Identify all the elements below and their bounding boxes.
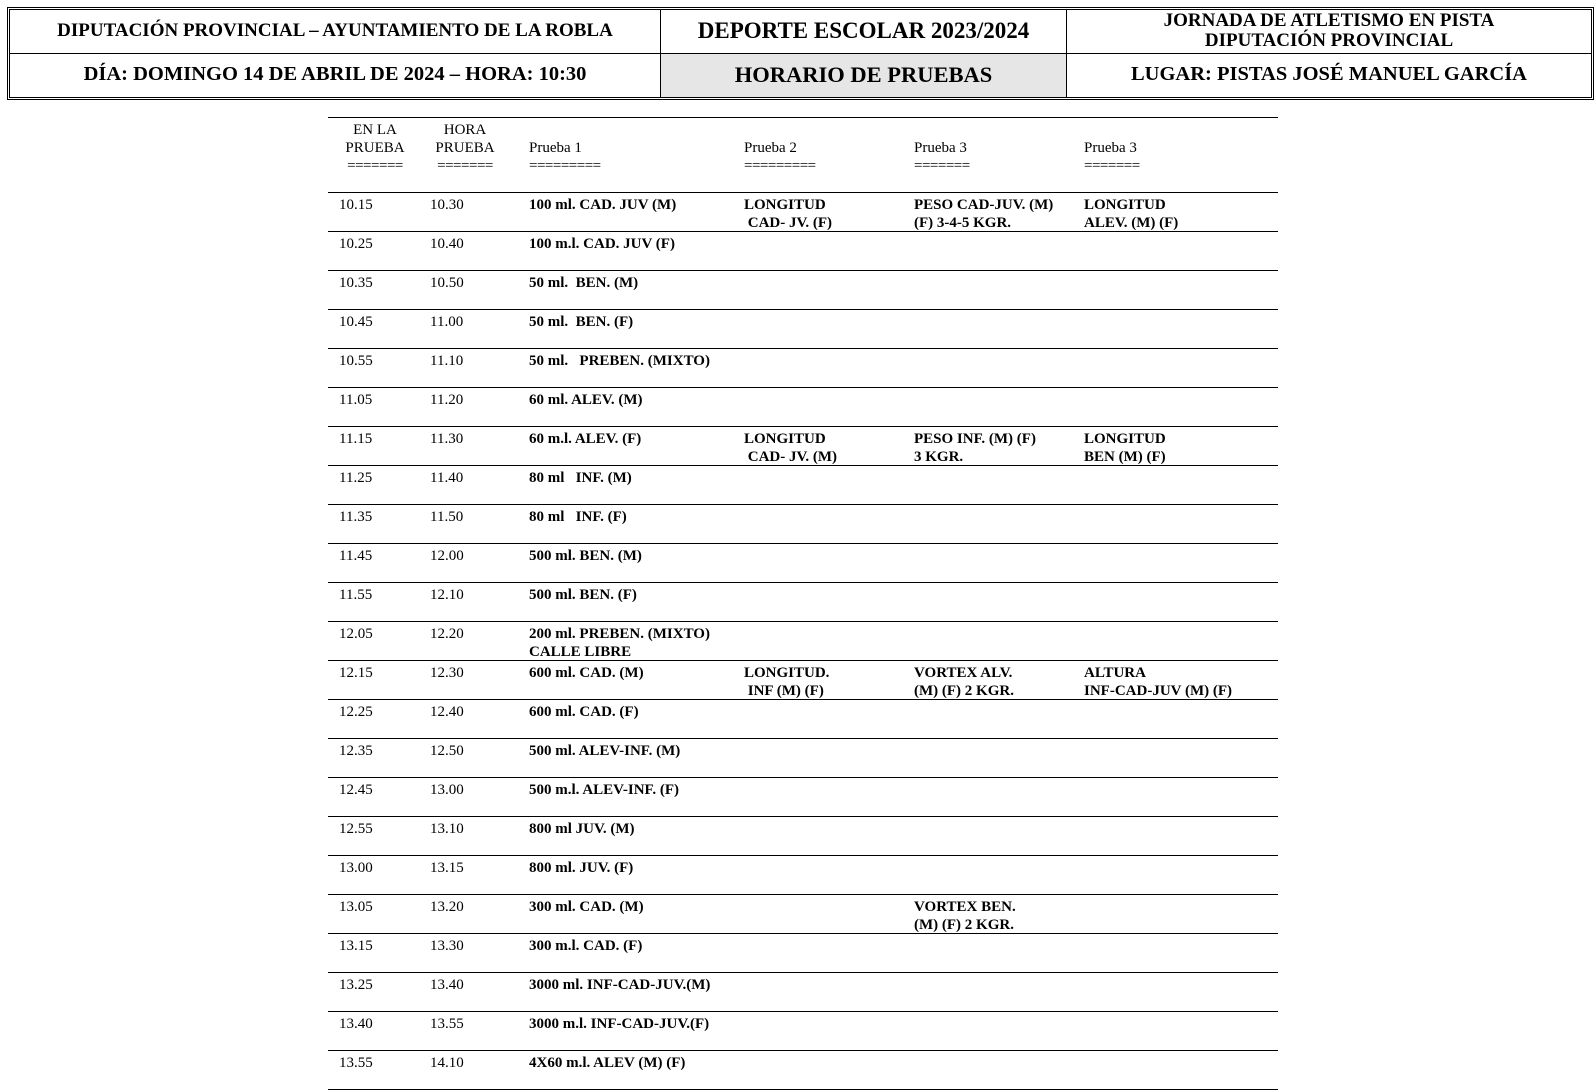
event-time-cell: 10.30	[430, 197, 464, 213]
event-name	[1067, 10, 1591, 54]
event-time-cell: 11.00	[430, 314, 464, 330]
start-time-cell: 12.25	[339, 704, 373, 720]
column-header-line: PRUEBA	[435, 140, 495, 156]
column-header-line: Prueba 2	[744, 140, 797, 156]
event-time-cell: 12.00	[430, 548, 464, 564]
prueba-1-cell: 80 ml INF. (F)	[529, 509, 627, 525]
column-header-line: Prueba 3	[914, 140, 967, 156]
event-time-cell: 14.10	[430, 1055, 464, 1071]
event-time-cell: 13.10	[430, 821, 464, 837]
event-time-cell: 12.30	[430, 665, 464, 681]
prueba-1-cell: 3000 ml. INF-CAD-JUV.(M)	[529, 977, 711, 993]
prueba-1-cell: 50 ml. PREBEN. (MIXTO)	[529, 353, 710, 369]
table-row	[328, 543, 1278, 582]
start-time-cell: 13.15	[339, 938, 373, 954]
table-row	[328, 699, 1278, 738]
prueba-3-cell: PESO INF. (M) (F) 3 KGR.	[914, 431, 1036, 465]
column-header-hora-prueba	[431, 121, 499, 175]
prueba-1-cell: 500 ml. BEN. (M)	[529, 548, 642, 564]
prueba-1-cell: 3000 m.l. INF-CAD-JUV.(F)	[529, 1016, 710, 1032]
column-header-underline: =======	[347, 158, 403, 174]
start-time-cell: 11.25	[339, 470, 373, 486]
prueba-1-cell: 300 m.l. CAD. (F)	[529, 938, 643, 954]
event-time-cell: 13.55	[430, 1016, 464, 1032]
prueba-3b-cell: LONGITUD ALEV. (M) (F)	[1084, 197, 1179, 231]
start-time-cell: 10.55	[339, 353, 373, 369]
prueba-1-cell: 100 m.l. CAD. JUV (F)	[529, 236, 675, 252]
column-header-prueba-3b	[1084, 139, 1140, 175]
table-row	[328, 1050, 1278, 1089]
event-time-cell: 13.20	[430, 899, 464, 915]
event-time-cell: 10.50	[430, 275, 464, 291]
prueba-1-cell: 800 ml JUV. (M)	[529, 821, 635, 837]
table-row	[328, 504, 1278, 543]
table-row	[328, 855, 1278, 894]
event-time-cell: 12.20	[430, 626, 464, 642]
table-row	[328, 1011, 1278, 1050]
event-time-cell: 11.40	[430, 470, 464, 486]
prueba-3b-cell: LONGITUD BEN (M) (F)	[1084, 431, 1166, 465]
table-body	[328, 192, 1278, 1089]
event-time-cell: 12.50	[430, 743, 464, 759]
table-row	[328, 738, 1278, 777]
start-time-cell: 12.35	[339, 743, 373, 759]
column-header-underline: =======	[1084, 158, 1140, 174]
column-header-prueba-2	[744, 139, 816, 175]
start-time-cell: 10.15	[339, 197, 373, 213]
prueba-3b-cell: ALTURA INF-CAD-JUV (M) (F)	[1084, 665, 1233, 699]
prueba-1-cell: 200 ml. PREBEN. (MIXTO) CALLE LIBRE	[529, 626, 710, 660]
prueba-1-cell: 80 ml INF. (M)	[529, 470, 632, 486]
table-row	[328, 582, 1278, 621]
event-time-cell: 11.30	[430, 431, 464, 447]
event-time-cell: 11.50	[430, 509, 464, 525]
start-time-cell: 10.35	[339, 275, 373, 291]
start-time-cell: 12.05	[339, 626, 373, 642]
table-header	[328, 118, 1278, 192]
table-row	[328, 387, 1278, 426]
table-row	[328, 426, 1278, 465]
column-header-line: Prueba 1	[529, 140, 582, 156]
table-row	[328, 231, 1278, 270]
prueba-2-cell: LONGITUD CAD- JV. (F)	[744, 197, 833, 231]
event-time-cell: 12.40	[430, 704, 464, 720]
start-time-cell: 11.05	[339, 392, 373, 408]
start-time-cell: 11.15	[339, 431, 373, 447]
start-time-cell: 12.15	[339, 665, 373, 681]
prueba-3-cell: VORTEX ALV. (M) (F) 2 KGR.	[914, 665, 1014, 699]
prueba-1-cell: 60 ml. ALEV. (M)	[529, 392, 643, 408]
prueba-2-cell: LONGITUD CAD- JV. (M)	[744, 431, 838, 465]
column-header-underline: =======	[437, 158, 493, 174]
event-time-cell: 13.40	[430, 977, 464, 993]
event-time-cell: 13.30	[430, 938, 464, 954]
start-time-cell: 12.55	[339, 821, 373, 837]
column-header-underline: =======	[914, 158, 970, 174]
page-title: HORARIO DE PRUEBAS	[661, 54, 1067, 98]
event-time-cell: 13.15	[430, 860, 464, 876]
prueba-1-cell: 50 ml. BEN. (F)	[529, 314, 634, 330]
start-time-cell: 10.25	[339, 236, 373, 252]
table-row	[328, 465, 1278, 504]
table-row	[328, 192, 1278, 231]
document-header	[7, 7, 1594, 100]
start-time-cell: 13.05	[339, 899, 373, 915]
prueba-1-cell: 500 ml. BEN. (F)	[529, 587, 637, 603]
start-time-cell: 13.00	[339, 860, 373, 876]
column-header-en-la-prueba	[339, 121, 411, 175]
organizer: DIPUTACIÓN PROVINCIAL – AYUNTAMIENTO DE LA ROBLA	[10, 10, 661, 54]
column-header-line: HORA	[443, 122, 487, 138]
column-header-prueba-3	[914, 139, 970, 175]
table-row	[328, 816, 1278, 855]
column-header-line: EN LA	[353, 122, 397, 138]
season-title: DEPORTE ESCOLAR 2023/2024	[661, 10, 1067, 54]
prueba-1-cell: 800 ml. JUV. (F)	[529, 860, 634, 876]
prueba-1-cell: 600 ml. CAD. (M)	[529, 665, 644, 681]
column-header-line: Prueba 3	[1084, 140, 1137, 156]
table-row	[328, 933, 1278, 972]
prueba-2-cell: LONGITUD. INF (M) (F)	[744, 665, 830, 699]
event-time-cell: 11.20	[430, 392, 464, 408]
table-row	[328, 270, 1278, 309]
column-header-underline: =========	[529, 158, 601, 174]
event-name-line1: JORNADA DE ATLETISMO EN PISTA	[1163, 10, 1495, 32]
schedule-table	[328, 117, 1278, 1090]
prueba-1-cell: 600 ml. CAD. (F)	[529, 704, 639, 720]
column-header-line: PRUEBA	[345, 140, 405, 156]
prueba-3-cell: VORTEX BEN. (M) (F) 2 KGR.	[914, 899, 1016, 933]
column-header-underline: =========	[744, 158, 816, 174]
event-time-cell: 10.40	[430, 236, 464, 252]
start-time-cell: 10.45	[339, 314, 373, 330]
start-time-cell: 11.35	[339, 509, 373, 525]
event-name-line2: DIPUTACIÓN PROVINCIAL	[1204, 30, 1454, 52]
start-time-cell: 13.55	[339, 1055, 373, 1071]
table-row	[328, 777, 1278, 816]
prueba-1-cell: 4X60 m.l. ALEV (M) (F)	[529, 1055, 686, 1071]
table-row	[328, 972, 1278, 1011]
prueba-1-cell: 50 ml. BEN. (M)	[529, 275, 639, 291]
event-time-cell: 11.10	[430, 353, 464, 369]
prueba-1-cell: 60 m.l. ALEV. (F)	[529, 431, 642, 447]
table-row	[328, 660, 1278, 699]
start-time-cell: 11.55	[339, 587, 373, 603]
prueba-1-cell: 100 ml. CAD. JUV (M)	[529, 197, 677, 213]
start-time-cell: 13.25	[339, 977, 373, 993]
prueba-1-cell: 500 ml. ALEV-INF. (M)	[529, 743, 681, 759]
table-row	[328, 621, 1278, 660]
event-time-cell: 13.00	[430, 782, 464, 798]
start-time-cell: 11.45	[339, 548, 373, 564]
table-row	[328, 309, 1278, 348]
table-row	[328, 348, 1278, 387]
start-time-cell: 12.45	[339, 782, 373, 798]
table-row	[328, 894, 1278, 933]
event-place: LUGAR: PISTAS JOSÉ MANUEL GARCÍA	[1130, 63, 1527, 86]
event-date: DÍA: DOMINGO 14 DE ABRIL DE 2024 – HORA: 10:30	[10, 54, 661, 98]
prueba-1-cell: 300 ml. CAD. (M)	[529, 899, 644, 915]
prueba-1-cell: 500 m.l. ALEV-INF. (F)	[529, 782, 679, 798]
column-header-prueba-1	[529, 139, 601, 175]
prueba-3-cell: PESO CAD-JUV. (M) (F) 3-4-5 KGR.	[914, 197, 1054, 231]
start-time-cell: 13.40	[339, 1016, 373, 1032]
event-time-cell: 12.10	[430, 587, 464, 603]
